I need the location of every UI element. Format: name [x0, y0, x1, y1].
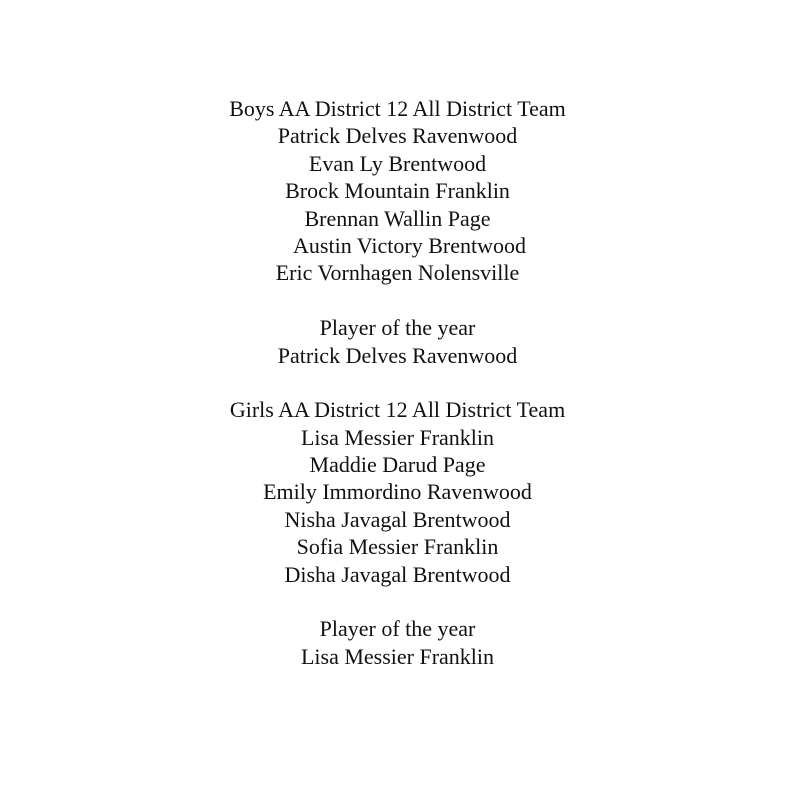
boys-player-5: Austin Victory Brentwood	[293, 232, 526, 258]
girls-player-4: Nisha Javagal Brentwood	[284, 506, 511, 532]
boys-player-3: Brock Mountain Franklin	[285, 178, 510, 204]
boys-player-4: Brennan Wallin Page	[304, 205, 491, 231]
girls-player-1: Lisa Messier Franklin	[300, 424, 495, 450]
boys-player-6: Eric Vornhagen Nolensville	[275, 260, 520, 286]
girls-player-3: Emily Immordino Ravenwood	[263, 479, 532, 505]
girls-section	[0, 396, 795, 588]
boys-team-heading: Boys AA District 12 All District Team	[229, 96, 566, 121]
boys-poy-name: Patrick Delves Ravenwood	[277, 342, 518, 368]
girls-poy-name: Lisa Messier Franklin	[300, 643, 495, 669]
boys-player-2: Evan Ly Brentwood	[308, 150, 487, 176]
spacer	[0, 369, 795, 396]
girls-player-of-year	[0, 615, 795, 670]
boys-section	[0, 95, 795, 287]
boys-player-1: Patrick Delves Ravenwood	[277, 123, 518, 149]
boys-player-of-year	[0, 314, 795, 369]
spacer	[0, 588, 795, 615]
spacer	[0, 287, 795, 314]
girls-player-6: Disha Javagal Brentwood	[284, 561, 511, 587]
girls-poy-label: Player of the year	[319, 616, 476, 642]
girls-team-heading: Girls AA District 12 All District Team	[229, 397, 566, 423]
girls-player-5: Sofia Messier Franklin	[296, 534, 499, 560]
girls-player-2: Maddie Darud Page	[309, 452, 486, 478]
boys-poy-label: Player of the year	[319, 315, 476, 341]
document-body	[0, 95, 795, 670]
